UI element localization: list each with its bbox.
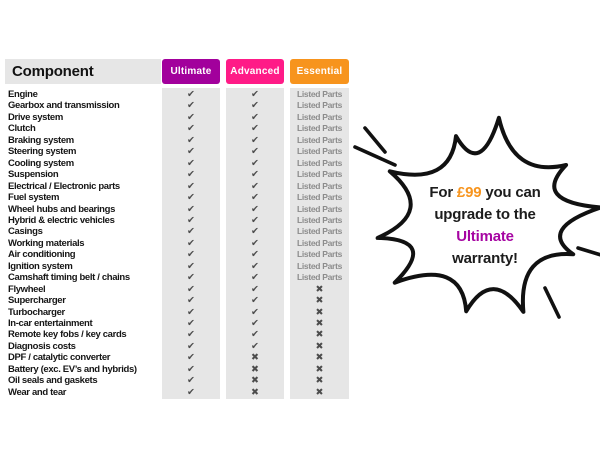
check-icon: ✔ [187,169,195,181]
check-icon: ✔ [251,329,259,341]
check-icon: ✔ [251,306,259,318]
check-icon: ✔ [187,283,195,295]
component-label: Fuel system [8,192,60,204]
check-icon: ✔ [251,111,259,123]
check-icon: ✔ [251,89,259,100]
listed-parts-label: Listed Parts [296,237,343,248]
listed-parts-label: Listed Parts [296,249,343,260]
cross-icon: ✖ [315,386,324,398]
check-icon: ✔ [187,134,195,146]
burst-text [365,182,600,270]
plan-header-ultimate: Ultimate [162,59,220,84]
listed-parts-label: Listed Parts [296,157,343,168]
component-label: DPF / catalytic converter [8,352,111,364]
check-icon: ✔ [251,180,259,192]
check-icon: ✔ [251,169,259,181]
burst-line-2: upgrade to the [434,206,536,223]
cross-icon: ✖ [315,318,324,329]
listed-parts-label: Listed Parts [296,123,343,134]
check-icon: ✔ [251,340,259,352]
check-icon: ✔ [251,214,259,226]
cross-icon: ✖ [251,363,259,375]
check-icon: ✔ [251,134,259,146]
check-icon: ✔ [251,237,259,249]
listed-parts-label: Listed Parts [296,169,343,180]
component-label: Steering system [8,146,77,158]
plan-header-advanced: Advanced [226,59,284,84]
burst-line-1 [365,182,600,204]
component-label: Wear and tear [8,386,67,398]
check-icon: ✔ [187,89,195,100]
listed-parts-label: Listed Parts [296,226,343,237]
check-icon: ✔ [187,100,195,112]
check-icon: ✔ [187,318,195,329]
component-label: Wheel hubs and bearings [8,203,116,215]
accent-dash-icon [545,288,559,317]
component-label: Cooling system [8,157,74,169]
table-row [0,387,600,398]
check-icon: ✔ [187,375,195,387]
cross-icon: ✖ [315,329,324,341]
check-icon: ✔ [187,386,195,398]
check-icon: ✔ [187,203,195,215]
check-icon: ✔ [187,260,195,272]
check-icon: ✔ [187,157,195,169]
check-icon: ✔ [187,146,195,158]
component-label: In-car entertainment [8,318,93,329]
cross-icon: ✖ [251,352,259,364]
check-icon: ✔ [251,192,259,204]
component-header-label: Component [12,63,94,80]
accent-dash-icon [365,128,385,152]
burst-line1-prefix: For [429,184,457,201]
burst-line1-suffix: you can [481,184,541,201]
cross-icon: ✖ [315,363,324,375]
component-label: Braking system [8,134,74,146]
check-icon: ✔ [187,272,195,284]
plan-header-essential: Essential [290,59,349,84]
check-icon: ✔ [187,295,195,307]
table-row [0,375,600,386]
upgrade-callout [330,100,600,345]
check-icon: ✔ [187,329,195,341]
cross-icon: ✖ [315,283,324,295]
cross-icon: ✖ [315,306,324,318]
check-icon: ✔ [251,157,259,169]
listed-parts-label: Listed Parts [296,203,343,214]
check-icon: ✔ [187,180,195,192]
component-label: Gearbox and transmission [8,100,120,112]
table-row [0,89,600,100]
check-icon: ✔ [187,226,195,238]
component-label: Flywheel [8,283,46,295]
check-icon: ✔ [251,318,259,329]
listed-parts-label: Listed Parts [296,192,343,203]
component-label: Drive system [8,111,63,123]
listed-parts-label: Listed Parts [296,272,343,283]
listed-parts-label: Listed Parts [296,180,343,191]
check-icon: ✔ [187,363,195,375]
listed-parts-label: Listed Parts [296,260,343,271]
check-icon: ✔ [251,260,259,272]
component-label: Air conditioning [8,249,76,261]
component-label: Working materials [8,237,85,249]
check-icon: ✔ [251,272,259,284]
cross-icon: ✖ [251,386,259,398]
listed-parts-label: Listed Parts [296,111,343,122]
component-label: Casings [8,226,43,238]
component-label: Camshaft timing belt / chains [8,272,130,284]
check-icon: ✔ [187,123,195,135]
check-icon: ✔ [251,100,259,112]
component-label: Remote key fobs / key cards [8,329,127,341]
component-label: Turbocharger [8,306,65,318]
listed-parts-label: Listed Parts [296,146,343,157]
table-row [0,364,600,375]
listed-parts-label: Listed Parts [296,134,343,145]
table-row [0,352,600,363]
check-icon: ✔ [187,306,195,318]
check-icon: ✔ [187,352,195,364]
component-label: Oil seals and gaskets [8,375,98,387]
listed-parts-label: Listed Parts [296,89,343,99]
accent-dash-icon [355,147,395,165]
cross-icon: ✖ [315,352,324,364]
listed-parts-label: Listed Parts [296,100,343,111]
listed-parts-label: Listed Parts [296,214,343,225]
component-label: Hybrid & electric vehicles [8,214,115,226]
component-label: Engine [8,89,38,100]
cross-icon: ✖ [315,295,324,307]
cross-icon: ✖ [315,340,324,352]
check-icon: ✔ [187,249,195,261]
component-label: Supercharger [8,295,66,307]
component-label: Battery (exc. EV’s and hybrids) [8,363,137,375]
burst-line-4: warranty! [452,250,518,267]
check-icon: ✔ [251,295,259,307]
check-icon: ✔ [251,283,259,295]
check-icon: ✔ [187,214,195,226]
check-icon: ✔ [187,111,195,123]
component-label: Electrical / Electronic parts [8,180,120,192]
price-highlight: £99 [456,184,482,201]
check-icon: ✔ [251,226,259,238]
component-label: Clutch [8,123,36,135]
check-icon: ✔ [251,249,259,261]
check-icon: ✔ [187,340,195,352]
check-icon: ✔ [251,146,259,158]
ultimate-highlight: Ultimate [456,228,514,245]
check-icon: ✔ [251,123,259,135]
cross-icon: ✖ [315,375,324,387]
check-icon: ✔ [251,203,259,215]
component-label: Ignition system [8,260,73,272]
component-label: Diagnosis costs [8,340,76,352]
check-icon: ✔ [187,192,195,204]
component-label: Suspension [8,169,59,181]
check-icon: ✔ [187,237,195,249]
cross-icon: ✖ [251,375,259,387]
